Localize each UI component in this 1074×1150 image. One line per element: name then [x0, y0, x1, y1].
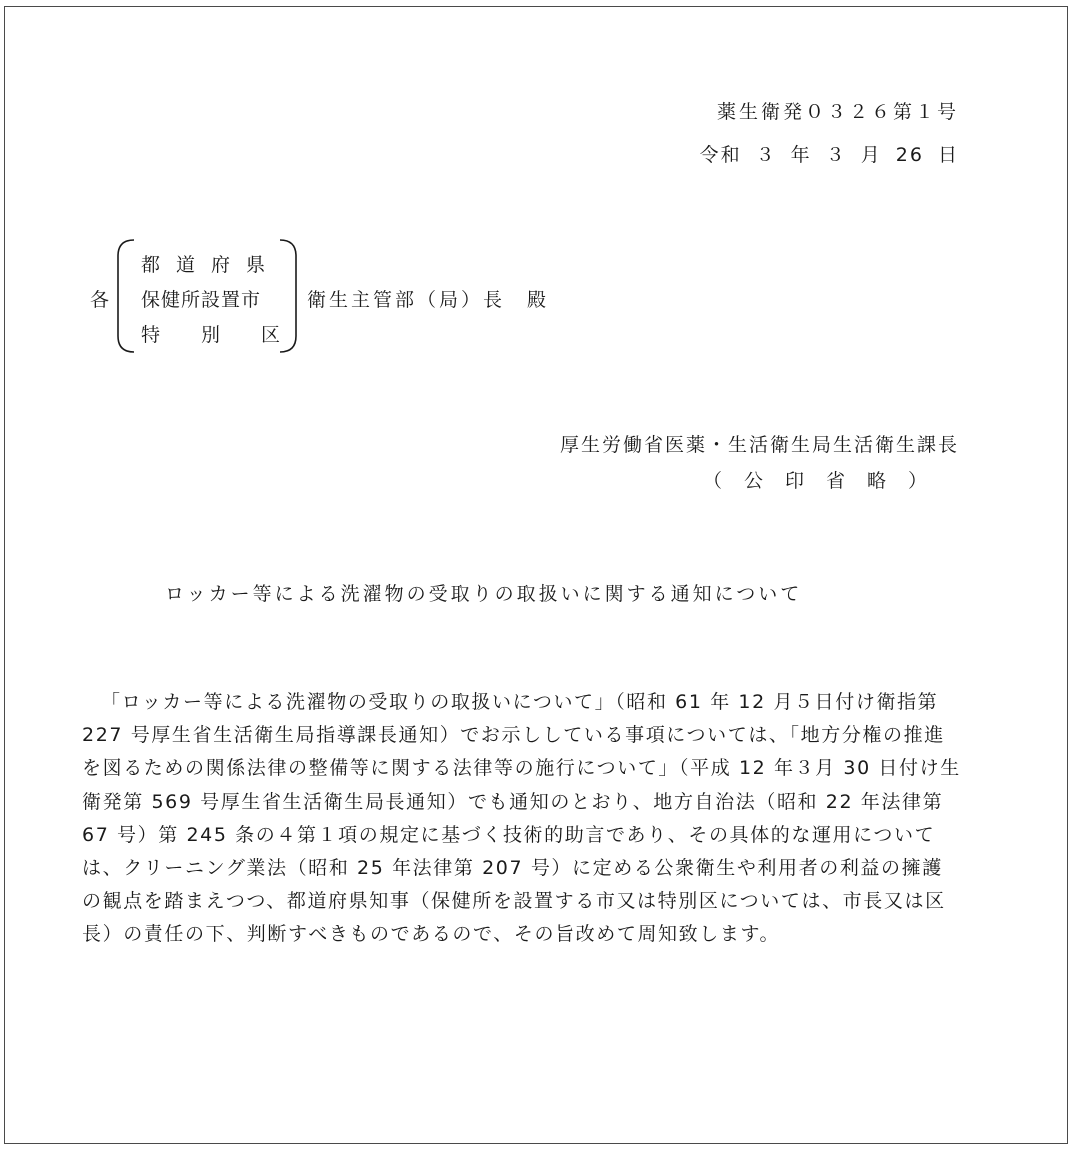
addressee-prefix: 各	[90, 289, 110, 311]
addressee-line-prefectures: 都道府県	[141, 254, 282, 276]
document-date: 令和 ３ 年 ３ 月 26 日	[699, 144, 959, 166]
document-body	[82, 686, 962, 952]
document-number: 薬生衛発０３２６第１号	[716, 101, 959, 123]
seal-omitted-note: （公印省略）	[702, 470, 949, 492]
document-title: ロッカー等による洗濯物の受取りの取扱いに関する通知について	[165, 583, 803, 605]
document-page	[4, 6, 1068, 1144]
addressee-line-special-wards	[141, 320, 280, 347]
addressee-line-health-center-cities: 保健所設置市	[141, 289, 262, 311]
addressee-line3-part: 別	[201, 324, 221, 346]
addressee-line3-part: 特	[141, 324, 161, 346]
body-paragraph: 「ロッカー等による洗濯物の受取りの取扱いについて」（昭和 61 年 12 月５日付け衛指第 227 号厚生省生活衛生局指導課長通知）でお示ししている事項については、「地方分権の推進を図るための関係法律の整備等に関する法律等の施行について」（平成 12 年３月 30 日付け生衛発第 569 号厚生省生活衛生局長通知）でも通知のとおり、地方自治法（昭和 22 年法律第 67 号）第 245 条の４第１項の規定に基づく技術的助言であり、その具体的な運用については、クリーニング業法（昭和 25 年法律第 207 号）に定める公衆衛生や利用者の利益の擁護の観点を踏まえつつ、都道府県知事（保健所を設置する市又は特別区については、市長又は区長）の責任の下、判断すべきものであるので、その旨改めて周知致します。	[82, 691, 961, 946]
addressee-title: 衛生主管部（局）長 殿	[307, 289, 550, 311]
addressee-line3-part: 区	[261, 324, 281, 346]
sender-name: 厚生労働省医薬・生活衛生局生活衛生課長	[559, 434, 959, 456]
